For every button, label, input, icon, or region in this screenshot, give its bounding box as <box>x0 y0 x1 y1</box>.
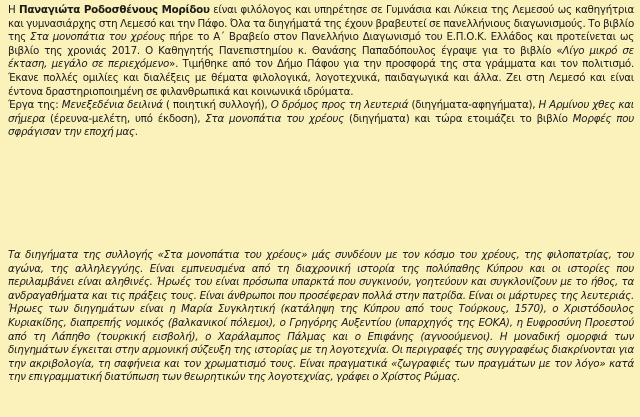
work-title-3: Η Αρμίνου χθες και σήμερα <box>8 99 634 125</box>
book-review <box>8 249 634 385</box>
review-paragraph <box>8 249 634 385</box>
work-note-1: ( ποιητική συλλογή), <box>162 99 271 112</box>
work-note-4: (διηγήματα) και τώρα ετοιμάζει το βιβλίο <box>343 112 573 125</box>
bio-intro: Η <box>8 4 19 16</box>
work-title-4: Στα μονοπάτια του χρέους <box>205 112 344 125</box>
author-name: Παναγιώτα Ροδοσθένους Μορίδου <box>18 4 210 16</box>
review-book-title: Στα μονοπάτια του χρέους <box>163 249 302 261</box>
works-label: Έργα της: <box>8 99 62 112</box>
work-note-2: (διηγήματα-αφηγήματα), <box>408 99 539 112</box>
author-biography <box>8 4 634 140</box>
bio-text-c: ». Τιμήθηκε από τον Δήμο Πάφου για την προσφορά της στα γράμματα και τον πολιτισμό. Έκανε πολλές ομιλίες και διαλέξεις με θέματα φιλολογικά, λογοτεχνικά, παιδαγωγικά και άλλα. Ζει στη Λεμεσό και είναι έντονα δραστηριοποιημένη σε φιλανθρωπικά και κοινωνικά ιδρύματα. <box>8 58 635 98</box>
review-text-a: Τα διηγήματα της συλλογής « <box>8 249 164 261</box>
work-title-5: Μορφές που σφράγισαν την εποχή μας <box>8 112 634 139</box>
work-title-2: Ο δρόμος προς τη λευτεριά <box>270 99 409 112</box>
works-end: . <box>134 126 138 139</box>
review-text-b: » μάς συνδέουν με τον κόσμο του χρέους, της φιλοπατρίας, του αγώνα, της αλληλεγγύης. Είναι εμπνευσμένα από τη διαχρονική ιστορία της πολύπαθης Κύπρου και οι ιστορίες που περιλαμβάνει είναι αληθινές. Ήρωές του είναι πρόσωπα υπαρκτά που συγκινούν, γοητεύουν και συγκλονίζουν με το ήθος, τα ανδραγαθήματα και τις πράξεις τους. Είναι άνθρωποι που προσέφεραν πολλά στην πατρίδα. Είναι οι μάρτυρες της λευτεριάς. Ήρωες των διηγημάτων είναι η Μαρία Συγκλητική (κατάληψη της Κύπρου από τους Τούρκους, 1570), ο Χριστόδουλος Κυριακίδης, διαπρεπής νομικός (βαλκανικοί πόλεμοι), ο Γρηγόρης Αυξεντίου (υπαρχηγός της ΕΟΚΑ), η Ευφροσύνη Προεστού από τη Λάπηθο (τουρκική εισβολή), ο Χαράλαμπος Πάλμας και ο Επιφάνης (αγνοούμενοι). Η μοναδική ομορφιά των διηγημάτων έγκειται στην αρμονική σύζευξη της ιστορίας με τη λογοτεχνία. Οι περιγραφές της συγγραφέως διακρίνονται για την ακριβολογία, τη σαφήνεια και τον χρωματισμό τους. Είναι πραγματικά «ζωγραφιές των πραγμάτων με τον λόγο» κατά την επιγραμματική διατύπωση των θεωρητικών της λογοτεχνίας, γράφει ο Χρίστος Ρώμας. <box>8 249 634 384</box>
work-title-1: Μενεξεδένια δειλινά <box>61 99 163 112</box>
work-note-3: (έρευνα-μελέτη, υπό έκδοση), <box>45 112 206 125</box>
critic-quote: Λίγο μικρό σε έκταση, μεγάλο σε περιεχόμενο <box>8 44 634 71</box>
bio-text-a: είναι φιλόλογος και υπηρέτησε σε Γυμνάσια και Λύκεια της Λεμεσού ως καθηγήτρια και γυμνασιάρχης στη Λεμεσό και την Πάφο. Όλα τα διηγήματά της έχουν βραβευτεί σε πανελλήνιους διαγωνισμούς. Το βιβλίο της <box>8 4 634 44</box>
bio-text-b: πήρε το Α΄ Βραβείο στον Πανελλήνιο Διαγωνισμό του Ε.Π.Ο.Κ. Ελλάδος και προτείνεται ως βιβλίο της χρονιάς 2017. Ο Καθηγητής Πανεπιστημίου κ. Θανάσης Παπαδόπουλος έγραψε για το βιβλίο « <box>8 31 634 57</box>
book-title: Στα μονοπάτια του χρέους <box>30 31 166 44</box>
works-paragraph <box>8 99 634 140</box>
biography-paragraph <box>8 4 634 99</box>
